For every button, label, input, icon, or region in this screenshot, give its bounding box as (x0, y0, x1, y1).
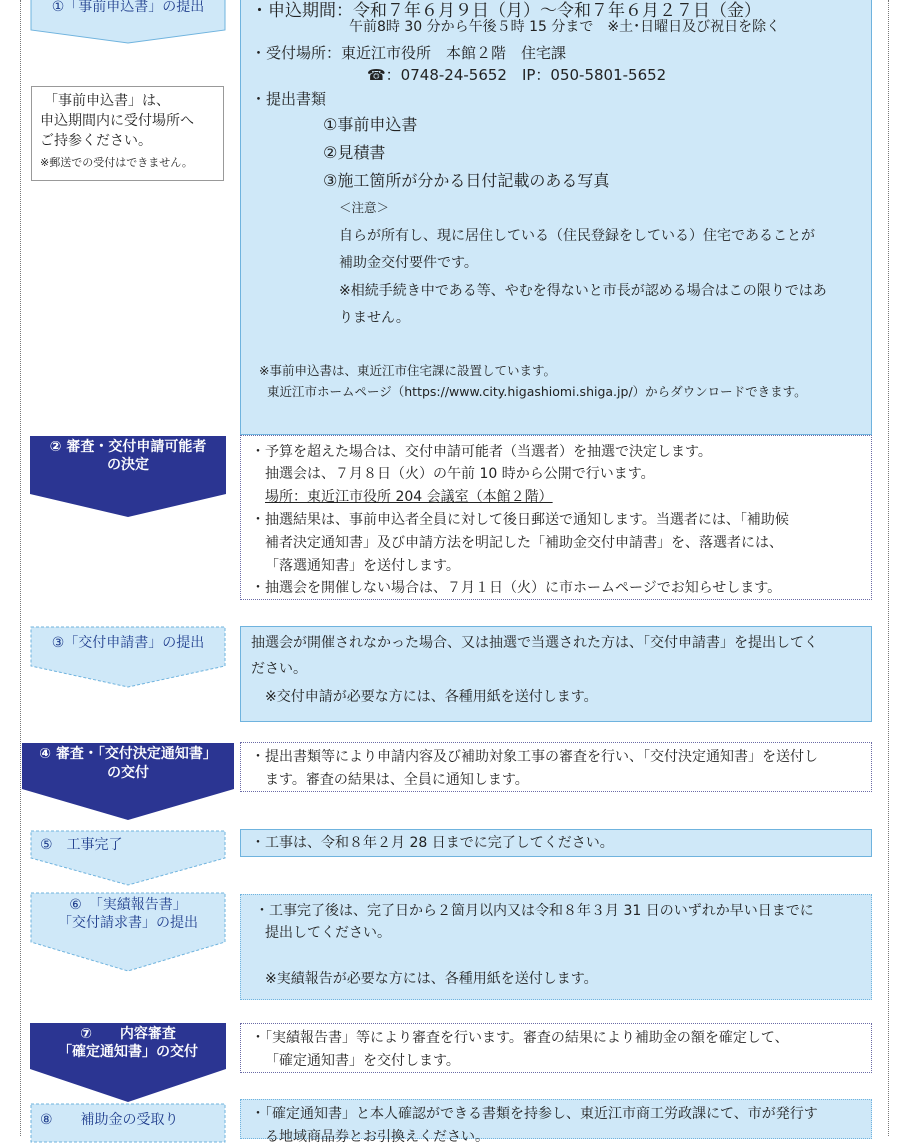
application-period: ・申込期間：令和７年６月９日（月）～令和７年６月２７日（金） (251, 1, 761, 21)
side-note-line: ※郵送での受付はできません。 (40, 156, 193, 169)
step-7-detail (240, 1023, 872, 1073)
detail-line: ・提出書類等により申請内容及び補助対象工事の審査を行い、「交付決定通知書」を送付し (251, 749, 818, 765)
lottery-place: 場所：東近江市役所 204 会議室（本館２階） (265, 489, 553, 505)
reception-phone: ☎：0748‐24‐5652 IP：050‐5801‐5652 (367, 66, 667, 84)
step-2-arrow (30, 436, 226, 518)
detail-line: ・「確定通知書」と本人確認ができる書類を持参し、東近江市商工労政課にて、市が発行す (251, 1106, 818, 1122)
detail-line: ・「実績報告書」等により審査を行います。審査の結果により補助金の額を確定して、 (251, 1030, 789, 1046)
step-1-detail (240, 0, 872, 435)
detail-line: ・工事完了後は、完了日から２箇月以内又は令和８年３月 31 日のいずれか早い日までに (255, 903, 814, 919)
caution-line: 補助金交付要件です。 (339, 255, 478, 271)
step-3-arrow (30, 626, 226, 688)
caution-line: 自らが所有し、現に居住している（住民登録をしている）住宅であることが (339, 228, 815, 244)
step-3-detail (240, 626, 872, 722)
step-4-label-line1: ④ 審査・「交付決定通知書」 (39, 746, 217, 762)
step-4-detail (240, 742, 872, 792)
document-item: ②見積書 (323, 143, 386, 162)
detail-line: ・予算を超えた場合は、交付申請可能者（当選者）を抽選で決定します。 (251, 444, 712, 460)
side-note-line: ご持参ください。 (40, 133, 152, 149)
caution-label: ＜注意＞ (339, 200, 390, 215)
step-1-label: ①「事前申込書」の提出 (51, 0, 205, 15)
application-time: 午前8時 30 分から午後５時 15 分まで ※土･日曜日及び祝日を除く (349, 19, 781, 35)
page-border-left (20, 0, 21, 1136)
step-6-label-line1: ⑥ 「実績報告書」 (69, 897, 187, 913)
step-4-arrow (30, 743, 226, 821)
detail-line: ・工事は、令和８年２月 28 日までに完了してください。 (251, 835, 614, 851)
detail-line: 「落選通知書」を送付します。 (265, 558, 460, 574)
footer-note: ※事前申込書は、東近江市住宅課に設置しています。 (259, 363, 556, 378)
step-1-side-note (31, 86, 224, 181)
step-7-label-line2: 「確定通知書」の交付 (58, 1044, 198, 1060)
side-note-line: 申込期間内に受付場所へ (40, 113, 194, 129)
detail-line: ※交付申請が必要な方には、各種用紙を送付します。 (265, 689, 598, 705)
detail-line: ます。審査の結果は、全員に通知します。 (265, 772, 529, 788)
step-2-detail (240, 435, 872, 600)
side-note-line: 「事前申込書」は、 (44, 93, 170, 109)
step-8-detail (240, 1099, 872, 1145)
step-5-arrow (30, 830, 226, 886)
step-6-label-line2: 「交付請求書」の提出 (58, 915, 198, 931)
step-8-label: ⑧ 補助金の受取り (40, 1112, 179, 1128)
step-8-arrow (30, 1103, 226, 1143)
detail-line: る地域商品券とお引換えください。 (265, 1129, 489, 1145)
step-5-detail (240, 829, 872, 857)
page-border-right (888, 0, 889, 1136)
step-1-arrow (30, 0, 226, 44)
detail-line: 補者決定通知書」及び申請方法を明記した「補助金交付申請書」を、落選者には、 (265, 535, 783, 551)
step-4-label-line2: の交付 (107, 765, 149, 781)
step-7-arrow (30, 1023, 226, 1103)
document-item: ③施工箇所が分かる日付記載のある写真 (323, 171, 610, 190)
caution-line: りません。 (339, 310, 410, 326)
step-5-label: ⑤ 工事完了 (40, 837, 123, 853)
detail-line: ださい。 (251, 661, 307, 677)
detail-line: 抽選会が開催されなかった場合、又は抽選で当選された方は、「交付申請書」を提出してく (251, 635, 818, 651)
step-2-label-line2: の決定 (107, 457, 149, 473)
step-6-arrow (30, 892, 226, 972)
reception-place: ・受付場所：東近江市役所 本館２階 住宅課 (251, 44, 567, 62)
step-6-detail (240, 894, 872, 1000)
detail-line: 提出してください。 (265, 925, 391, 941)
step-2-label-line1: ② 審査・交付申請可能者 (49, 439, 207, 455)
detail-line: 抽選会は、７月８日（火）の午前 10 時から公開で行います。 (265, 466, 655, 482)
caution-line: ※相続手続き中である等、やむを得ないと市長が認める場合はこの限りではあ (339, 283, 827, 299)
document-item: ①事前申込書 (323, 115, 418, 134)
homepage-note: 東近江市ホームページ（https://www.city.higashiomi.shiga.jp/）からダウンロードできます。 (267, 384, 807, 399)
step-7-label-line1: ⑦ 内容審査 (80, 1026, 176, 1042)
detail-line: ※実績報告が必要な方には、各種用紙を送付します。 (265, 971, 598, 987)
step-3-label: ③「交付申請書」の提出 (51, 635, 205, 651)
detail-line: ・抽選結果は、事前申込者全員に対して後日郵送で通知します。当選者には、「補助候 (251, 512, 789, 528)
detail-line: ・抽選会を開催しない場合は、７月１日（火）に市ホームページでお知らせします。 (251, 580, 782, 596)
documents-label: ・提出書類 (251, 90, 327, 108)
detail-line: 「確定通知書」を交付します。 (265, 1053, 460, 1069)
